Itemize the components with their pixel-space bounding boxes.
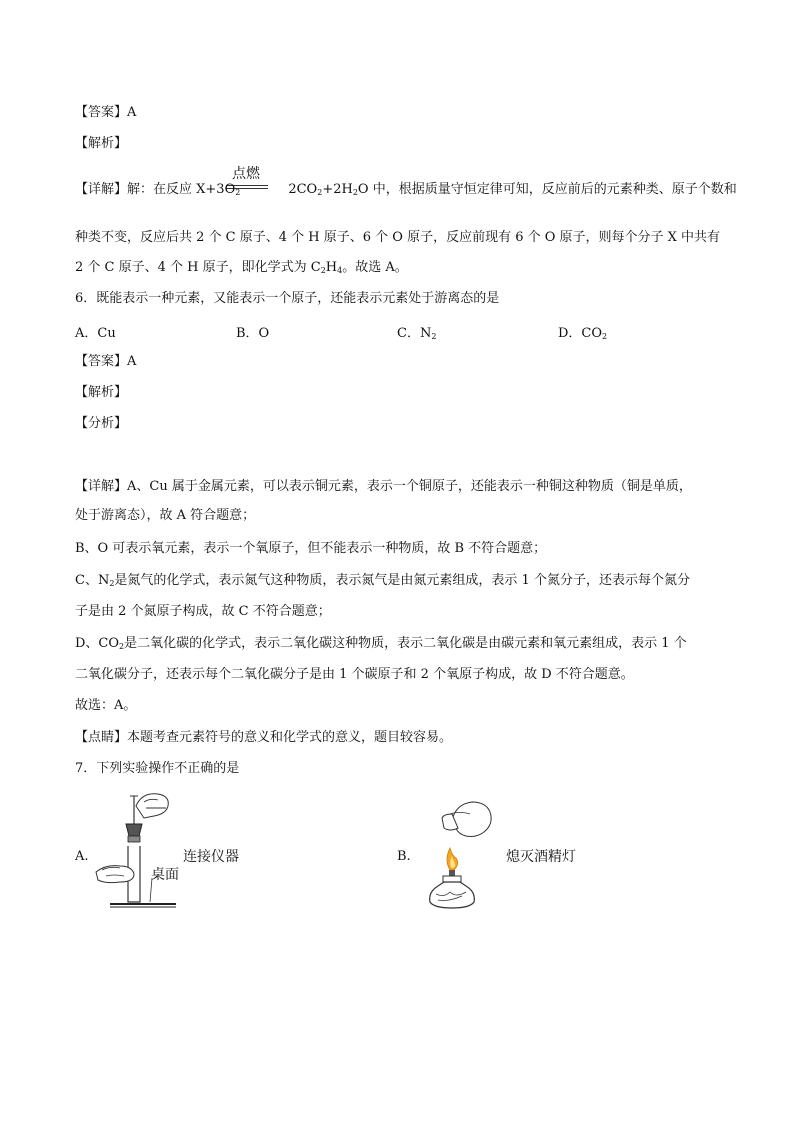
answer-tag: 【答案】 [75,105,128,120]
connect-apparatus-illustration [92,786,184,914]
q5-detail-line-2: 种类不变，反应后共 2 个 C 原子、4 个 H 原子、6 个 O 原子，反应前现有 6 个 O 原子，则每个分子 X 中共有 [75,230,721,245]
q5-detail-line-1: 【详解】解：在反应 $X+3O_2$ $2CO_2+2H_2O$ 中，根据质量守恒定律可知，反应前后的元素种类、原子个数和 [75,182,737,197]
answer-value: A [127,105,137,120]
q6-detail-d2: 二氧化碳分子，还表示每个二氧化碳分子是由 1 个碳原子和 2 个氧原子构成，故 D 不符合题意。 [75,667,634,682]
q6-detail-c1: C、$N_2$是氮气的化学式，表示氮气这种物质，表示氮气是由氮元素组成，表示 1 个氮分子，还表示每个氮分 [75,573,690,588]
alcohol-lamp-illustration [424,798,504,910]
q6-stem: 6．既能表示一种元素，又能表示一个原子，还能表示元素处于游离态的是 [75,291,500,306]
q6-detail-c2: 子是由 2 个氮原子构成，故 C 不符合题意； [75,604,331,619]
q6-analyze-tag: 【分析】 [75,416,128,431]
q6-conclusion: 故选：A。 [75,698,137,713]
detail-tag: 【详解】 [75,182,128,197]
reaction-condition: 点燃 [232,166,260,182]
q7-stem: 7．下列实验操作不正确的是 [75,761,240,776]
q7-option-a-label: A. [75,849,89,864]
q6-detail-d1: D、$CO_2$是二氧化碳的化学式，表示二氧化碳这种物质，表示二氧化碳是由碳元素和氧元素组成，表示 1 个 [75,636,687,651]
q6-detail-a2: 处于游离态），故 A 符合题意； [75,508,256,523]
q6-detail-b: B、O 可表示氧元素，表示一个氧原子，但不能表示一种物质，故 B 不符合题意； [75,541,547,556]
q7-option-b-label: B. [397,849,411,864]
q6-comment: 【点睛】本题考查元素符号的意义和化学式的意义，题目较容易。 [75,730,453,745]
q6-detail-a1: 【详解】A、Cu 属于金属元素，可以表示铜元素，表示一个铜原子，还能表示一种铜这种物质（铜是单质， [75,479,692,494]
q7-option-a-caption: 连接仪器 [183,849,239,865]
q5-analysis-tag: 【解析】 [75,136,128,151]
q6-option-a: A．Cu [75,326,116,341]
q7-option-b-caption: 熄灭酒精灯 [506,849,576,865]
q5-answer-line [75,104,136,122]
q6-option-c: C．$N_2$ [397,326,437,341]
q7-option-a-desk-label: 桌面 [151,867,179,883]
q6-option-b: B．O [236,326,270,341]
q6-option-d: D．$CO_2$ [558,326,608,341]
q5-detail-line-3: 2 个 C 原子、4 个 H 原子，即化学式为 $C_2H_4$。故选 A。 [75,260,408,275]
q6-answer-line: 【答案】A [75,354,137,369]
q6-analysis-tag: 【解析】 [75,385,128,400]
